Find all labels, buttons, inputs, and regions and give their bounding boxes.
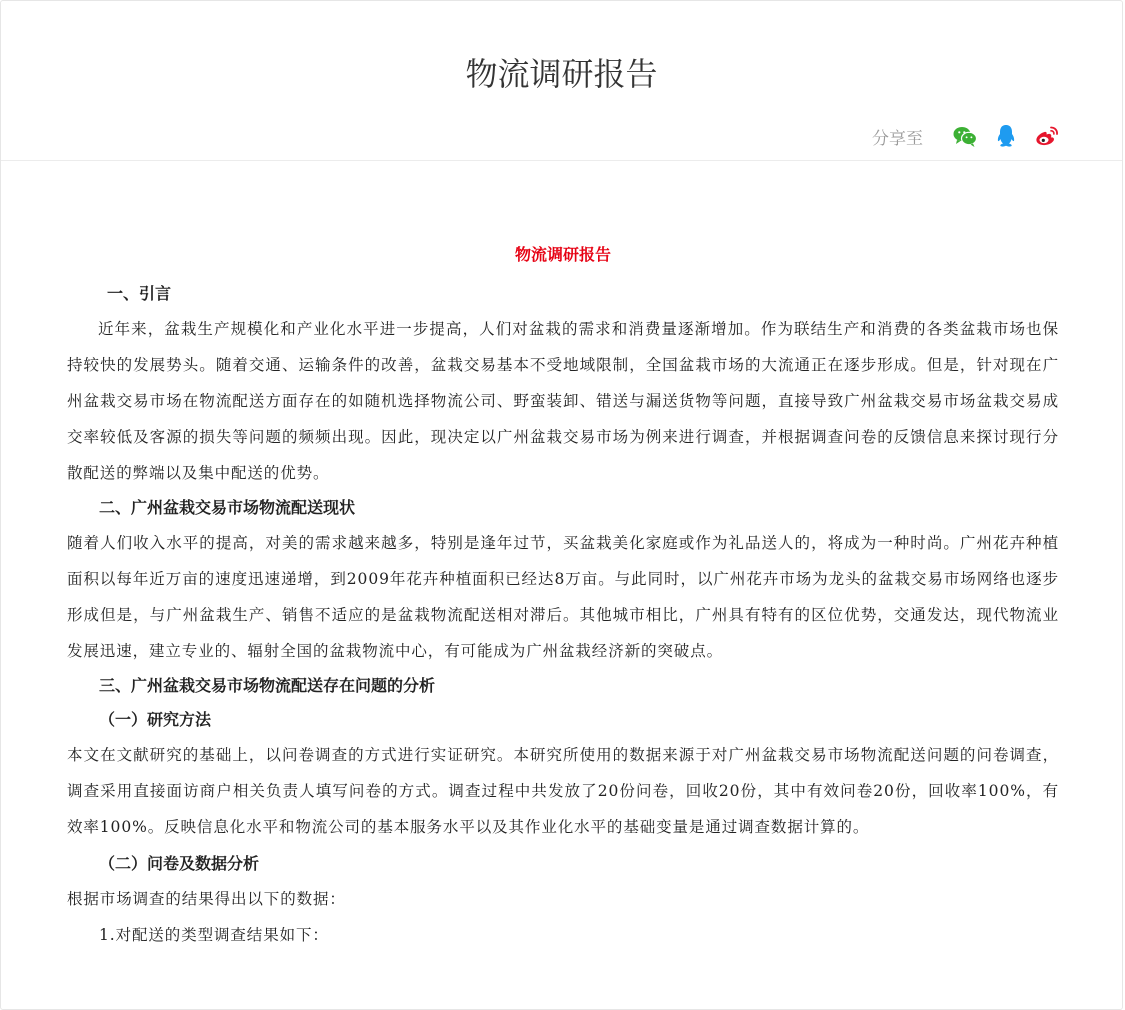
heading-introduction: 一、引言 — [107, 284, 172, 303]
doc-title: 物流调研报告 — [514, 245, 611, 264]
wechat-icon[interactable] — [952, 123, 978, 149]
heading-questionnaire: （二）问卷及数据分析 — [99, 854, 260, 873]
weibo-icon[interactable] — [1034, 123, 1060, 149]
qq-icon[interactable] — [993, 123, 1019, 149]
paragraph-status: 随着人们收入水平的提高，对美的需求越来越多，特别是逢年过节，买盆栽美化家庭或作为礼品送人的，将成为一种时尚。广州花卉种植面积以每年近万亩的速度迅速递增，到2009年花卉种植面积已经达8万亩。与此同时，以广州花卉市场为龙头的盆栽交易市场网络也逐步形成但是，与广州盆栽生产、销售不适应的是盆栽物流配送相对滞后。其他城市相比，广州具有特有的区位优势，交通发达，现代物流业发展迅速，建立专业的、辐射全国的盆栽物流中心，有可能成为广州盆栽经济新的突破点。 — [67, 534, 1059, 660]
paragraph-introduction: 近年来，盆栽生产规模化和产业化水平进一步提高，人们对盆栽的需求和消费量逐渐增加。作为联结生产和消费的各类盆栽市场也保持较快的发展势头。随着交通、运输条件的改善，盆栽交易基本不受地域限制，全国盆栽市场的大流通正在逐步形成。但是，针对现在广州盆栽交易市场在物流配送方面存在的如随机选择物流公司、野蛮装卸、错送与漏送货物等问题，直接导致广州盆栽交易市场盆栽交易成交率较低及客源的损失等问题的频频出现。因此，现决定以广州盆栽交易市场为例来进行调查，并根据调查问卷的反馈信息来探讨现行分散配送的弊端以及集中配送的优势。 — [67, 320, 1059, 482]
page-title: 物流调研报告 — [465, 55, 658, 93]
article-header — [1, 1, 1122, 161]
heading-problem-analysis: 三、广州盆栽交易市场物流配送存在问题的分析 — [99, 676, 436, 695]
heading-status: 二、广州盆栽交易市场物流配送现状 — [99, 498, 356, 517]
paragraph-research-method: 本文在文献研究的基础上，以问卷调查的方式进行实证研究。本研究所使用的数据来源于对广州盆栽交易市场物流配送问题的问卷调查，调查采用直接面访商户相关负责人填写问卷的方式。调查过程中共发放了20份问卷，回收20份，其中有效问卷20份，回收率100%，有效率100%。反映信息化水平和物流公司的基本服务水平以及其作业化水平的基础变量是通过调查数据计算的。 — [67, 746, 1059, 836]
share-bar — [872, 121, 1060, 151]
paragraph-data-intro: 根据市场调查的结果得出以下的数据： — [67, 890, 346, 908]
share-label: 分享至 — [872, 128, 923, 149]
article-body — [67, 239, 1059, 953]
paragraph-distribution-type: 1.对配送的类型调查结果如下： — [99, 926, 329, 944]
heading-research-method: （一）研究方法 — [99, 710, 212, 729]
